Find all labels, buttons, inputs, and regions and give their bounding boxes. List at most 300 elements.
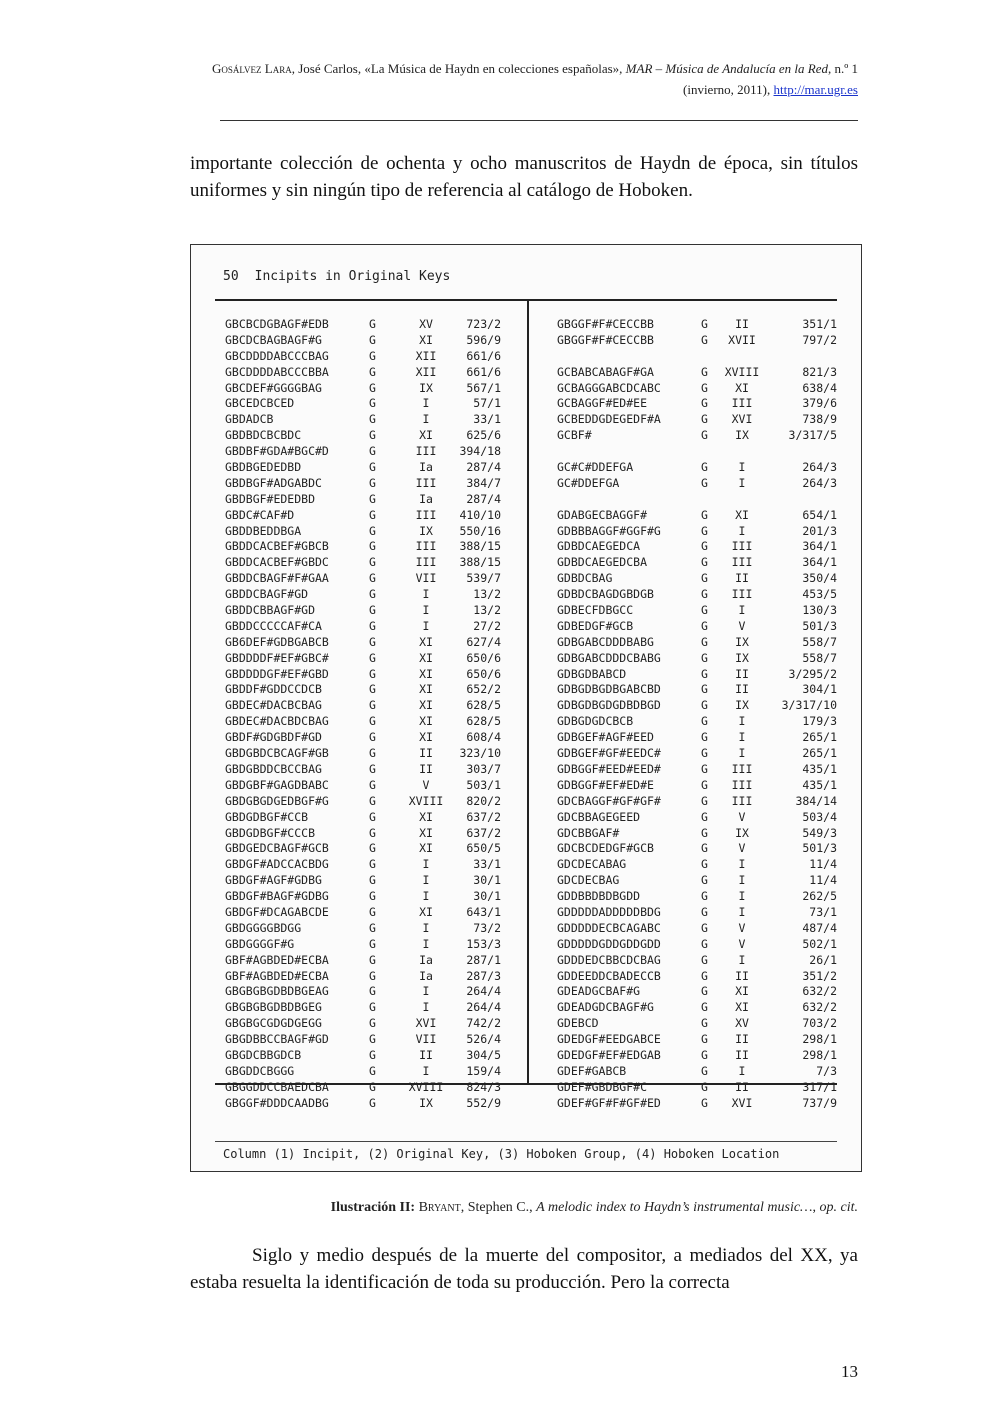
location-cell: 637/2 bbox=[466, 809, 501, 824]
incipit-cell: GBGDDCBGGG bbox=[225, 1063, 295, 1078]
location-cell: 351/2 bbox=[802, 968, 837, 983]
incipit-cell: GDBDCAEGEDCBA bbox=[557, 555, 648, 570]
incipit-cell: GDEF#GF#F#GF#ED bbox=[557, 1095, 661, 1110]
incipit-cell: GBDGBGDGEDBGF#G bbox=[225, 793, 329, 808]
group-cell: II bbox=[735, 571, 749, 586]
incipit-cell: GBDGBDCBCAGF#GB bbox=[225, 746, 329, 761]
group-cell: V bbox=[422, 777, 430, 792]
location-cell: 558/7 bbox=[802, 634, 837, 649]
key-cell: G bbox=[369, 746, 376, 761]
location-cell: 287/4 bbox=[466, 491, 501, 506]
group-cell: III bbox=[415, 444, 437, 459]
group-cell: I bbox=[738, 746, 746, 761]
group-cell: III bbox=[731, 761, 753, 776]
location-cell: 503/1 bbox=[466, 777, 501, 792]
location-cell: 179/3 bbox=[802, 714, 837, 729]
incipit-cell: GBCDEF#GGGGBAG bbox=[225, 380, 322, 395]
key-cell: G bbox=[369, 809, 376, 824]
group-cell: I bbox=[738, 889, 746, 904]
group-cell: I bbox=[422, 603, 430, 618]
key-cell: G bbox=[701, 618, 708, 633]
group-cell: XI bbox=[419, 904, 433, 919]
group-cell: IX bbox=[419, 380, 433, 395]
incipit-cell: GBDGGGGBDGG bbox=[225, 920, 302, 935]
caption-author-rest: , Stephen C., bbox=[460, 1200, 537, 1215]
group-cell: XI bbox=[419, 634, 433, 649]
header-author: Gosálvez Lara bbox=[211, 61, 292, 76]
location-cell: 379/6 bbox=[802, 396, 837, 411]
incipit-cell: GDEDGF#EF#EDGAB bbox=[557, 1047, 661, 1062]
location-cell: 643/1 bbox=[466, 904, 501, 919]
key-cell: G bbox=[701, 825, 708, 840]
location-cell: 628/5 bbox=[466, 698, 501, 713]
location-cell: 304/1 bbox=[802, 682, 837, 697]
group-cell: Ia bbox=[419, 460, 433, 475]
figure-foot-rule bbox=[215, 1141, 837, 1142]
incipit-cell: GBGBGBGDBDBGEG bbox=[225, 1000, 322, 1015]
location-cell: 384/7 bbox=[466, 475, 501, 490]
location-cell: 628/5 bbox=[466, 714, 501, 729]
incipit-cell: GDBGABCDDDCBABG bbox=[557, 650, 661, 665]
incipit-cell: GDBDCAEGEDCA bbox=[557, 539, 641, 554]
group-cell: IX bbox=[735, 634, 749, 649]
group-cell: XI bbox=[735, 1000, 749, 1015]
group-cell: Ia bbox=[419, 952, 433, 967]
key-cell: G bbox=[369, 714, 376, 729]
group-cell: XVI bbox=[731, 1095, 753, 1110]
location-cell: 30/1 bbox=[473, 889, 501, 904]
incipit-cell: GDBGDBGDGDBDBGD bbox=[557, 698, 661, 713]
incipit-cell: GBDDDDF#EF#GBC# bbox=[225, 650, 329, 665]
location-cell: 7/3 bbox=[816, 1063, 837, 1078]
group-cell: Ia bbox=[419, 968, 433, 983]
incipit-cell: GDBGDGDCBCB bbox=[557, 714, 634, 729]
key-cell: G bbox=[369, 444, 376, 459]
location-cell: 650/6 bbox=[466, 650, 501, 665]
location-cell: 394/18 bbox=[459, 444, 501, 459]
key-cell: G bbox=[369, 777, 376, 792]
incipit-cell: GCBEDDGDEGEDF#A bbox=[557, 412, 661, 427]
incipit-cell: GBDC#CAF#D bbox=[225, 507, 295, 522]
key-cell: G bbox=[701, 873, 708, 888]
key-cell: G bbox=[701, 857, 708, 872]
group-cell: XVI bbox=[731, 412, 753, 427]
group-cell: III bbox=[415, 539, 437, 554]
group-cell: I bbox=[422, 396, 430, 411]
figure-scan bbox=[190, 244, 862, 1172]
incipit-cell: GBGDBBCCBAGF#GD bbox=[225, 1032, 329, 1047]
key-cell: G bbox=[369, 523, 376, 538]
key-cell: G bbox=[701, 1016, 708, 1031]
group-cell: III bbox=[731, 396, 753, 411]
key-cell: G bbox=[369, 396, 376, 411]
incipit-cell: GDCBCDEDGF#GCB bbox=[557, 841, 654, 856]
page-number: 13 bbox=[841, 1362, 858, 1381]
key-cell: G bbox=[701, 571, 708, 586]
location-cell: 27/2 bbox=[473, 618, 501, 633]
incipit-cell: GBDGGGGF#G bbox=[225, 936, 295, 951]
location-cell: 264/4 bbox=[466, 984, 501, 999]
group-cell: XI bbox=[419, 825, 433, 840]
key-cell: G bbox=[369, 841, 376, 856]
location-cell: 703/2 bbox=[802, 1016, 837, 1031]
group-cell: XVIII bbox=[408, 1079, 444, 1094]
location-cell: 201/3 bbox=[802, 523, 837, 538]
key-cell: G bbox=[701, 364, 708, 379]
key-cell: G bbox=[369, 507, 376, 522]
group-cell: I bbox=[422, 920, 430, 935]
group-cell: I bbox=[422, 857, 430, 872]
key-cell: G bbox=[701, 1063, 708, 1078]
incipit-cell: GBDDF#GDDCCDCB bbox=[225, 682, 322, 697]
key-cell: G bbox=[369, 412, 376, 427]
location-cell: 298/1 bbox=[802, 1032, 837, 1047]
key-cell: G bbox=[701, 587, 708, 602]
key-cell: G bbox=[369, 761, 376, 776]
location-cell: 654/1 bbox=[802, 507, 837, 522]
group-cell: XI bbox=[419, 698, 433, 713]
group-cell: I bbox=[422, 873, 430, 888]
location-cell: 73/1 bbox=[809, 904, 837, 919]
incipit-cell: GBDDCBAGF#GD bbox=[225, 587, 309, 602]
running-header bbox=[190, 58, 858, 100]
location-cell: 737/9 bbox=[802, 1095, 837, 1110]
location-cell: 388/15 bbox=[459, 555, 501, 570]
incipit-cell: GDDDDDGDDGDDGDD bbox=[557, 936, 661, 951]
location-cell: 539/7 bbox=[466, 571, 501, 586]
key-cell: G bbox=[369, 1047, 376, 1062]
group-cell: V bbox=[738, 841, 746, 856]
group-cell: IX bbox=[735, 698, 749, 713]
group-cell: I bbox=[738, 523, 746, 538]
location-cell: 153/3 bbox=[466, 936, 501, 951]
group-cell: III bbox=[731, 777, 753, 792]
key-cell: G bbox=[701, 650, 708, 665]
group-cell: I bbox=[422, 936, 430, 951]
incipit-cell: GDEBCD bbox=[557, 1016, 599, 1031]
group-cell: I bbox=[422, 587, 430, 602]
location-cell: 608/4 bbox=[466, 730, 501, 745]
location-cell: 303/7 bbox=[466, 761, 501, 776]
location-cell: 159/4 bbox=[466, 1063, 501, 1078]
figure-page-number: 50 bbox=[223, 269, 239, 284]
key-cell: G bbox=[369, 682, 376, 697]
group-cell: II bbox=[419, 1047, 433, 1062]
location-cell: 632/2 bbox=[802, 984, 837, 999]
group-cell: III bbox=[415, 555, 437, 570]
incipit-cell: GBDGF#ADCCACBDG bbox=[225, 857, 329, 872]
group-cell: I bbox=[422, 412, 430, 427]
incipit-cell: GDBGGF#EF#ED#E bbox=[557, 777, 654, 792]
location-cell: 637/2 bbox=[466, 825, 501, 840]
location-cell: 821/3 bbox=[802, 364, 837, 379]
incipit-cell: GDEF#GABCB bbox=[557, 1063, 627, 1078]
key-cell: G bbox=[701, 317, 708, 331]
key-cell: G bbox=[369, 491, 376, 506]
key-cell: G bbox=[369, 1063, 376, 1078]
incipit-cell: GDEDGF#EEDGABCE bbox=[557, 1032, 661, 1047]
location-cell: 57/1 bbox=[473, 396, 501, 411]
location-cell: 317/1 bbox=[802, 1079, 837, 1094]
key-cell: G bbox=[701, 730, 708, 745]
location-cell: 264/4 bbox=[466, 1000, 501, 1015]
key-cell: G bbox=[369, 348, 376, 363]
location-cell: 287/1 bbox=[466, 952, 501, 967]
location-cell: 824/3 bbox=[466, 1079, 501, 1094]
location-cell: 323/10 bbox=[459, 746, 501, 761]
location-cell: 130/3 bbox=[802, 603, 837, 618]
key-cell: G bbox=[369, 952, 376, 967]
key-cell: G bbox=[701, 380, 708, 395]
key-cell: G bbox=[701, 507, 708, 522]
incipit-cell: GDEADGCBAF#G bbox=[557, 984, 641, 999]
group-cell: I bbox=[738, 857, 746, 872]
key-cell: G bbox=[701, 555, 708, 570]
location-cell: 567/1 bbox=[466, 380, 501, 395]
incipit-cell: GBDGBDDCBCCBAG bbox=[225, 761, 322, 776]
location-cell: 3/317/5 bbox=[788, 428, 837, 443]
group-cell: I bbox=[738, 714, 746, 729]
incipit-cell: GDCDECBAG bbox=[557, 873, 620, 888]
group-cell: XI bbox=[419, 714, 433, 729]
incipit-cell: GBDDCBAGF#F#GAA bbox=[225, 571, 329, 586]
incipit-cell: GDCDECABAG bbox=[557, 857, 627, 872]
group-cell: XI bbox=[419, 428, 433, 443]
location-cell: 265/1 bbox=[802, 730, 837, 745]
group-cell: I bbox=[738, 873, 746, 888]
location-cell: 364/1 bbox=[802, 539, 837, 554]
group-cell: III bbox=[415, 475, 437, 490]
key-cell: G bbox=[369, 1000, 376, 1015]
key-cell: G bbox=[369, 571, 376, 586]
incipit-cell: GBCDDDDABCCCBAG bbox=[225, 348, 329, 363]
location-cell: 742/2 bbox=[466, 1016, 501, 1031]
location-cell: 384/14 bbox=[795, 793, 837, 808]
key-cell: G bbox=[701, 1032, 708, 1047]
location-cell: 364/1 bbox=[802, 555, 837, 570]
incipit-cell: GDBBBAGGF#GGF#G bbox=[557, 523, 661, 538]
incipit-cell: GDEF#GBDBGF#C bbox=[557, 1079, 648, 1094]
key-cell: G bbox=[701, 1047, 708, 1062]
header-rule bbox=[220, 120, 858, 121]
incipit-cell: GBDEC#DACBDCBAG bbox=[225, 714, 329, 729]
incipit-cell: GDBGGF#EED#EED# bbox=[557, 761, 661, 776]
location-cell: 627/4 bbox=[466, 634, 501, 649]
key-cell: G bbox=[701, 396, 708, 411]
group-cell: I bbox=[422, 889, 430, 904]
header-url-link[interactable]: http://mar.ugr.es bbox=[773, 82, 858, 97]
group-cell: Ia bbox=[419, 491, 433, 506]
group-cell: I bbox=[738, 475, 746, 490]
location-cell: 820/2 bbox=[466, 793, 501, 808]
key-cell: G bbox=[701, 841, 708, 856]
incipit-cell: GBDBDCBCBDC bbox=[225, 428, 302, 443]
incipit-cell: GDDBBDBDBGDD bbox=[557, 889, 641, 904]
location-cell: 410/10 bbox=[459, 507, 501, 522]
key-cell: G bbox=[701, 428, 708, 443]
incipit-cell: GDDDEDCBBCDCBAG bbox=[557, 952, 661, 967]
group-cell: II bbox=[735, 317, 749, 331]
location-cell: 638/4 bbox=[802, 380, 837, 395]
key-cell: G bbox=[369, 730, 376, 745]
incipit-cell: GDDEEDDCBADECCB bbox=[557, 968, 661, 983]
key-cell: G bbox=[701, 634, 708, 649]
location-cell: 26/1 bbox=[809, 952, 837, 967]
location-cell: 558/7 bbox=[802, 650, 837, 665]
incipit-cell: GC#C#DDEFGA bbox=[557, 460, 634, 475]
key-cell: G bbox=[369, 380, 376, 395]
header-author-rest: , José Carlos, «La Música de Haydn en colecciones españolas», bbox=[291, 61, 626, 76]
key-cell: G bbox=[369, 825, 376, 840]
figure-column-divider bbox=[527, 299, 529, 1083]
group-cell: V bbox=[738, 809, 746, 824]
incipit-cell: GDBDCBAGDGBDGB bbox=[557, 587, 654, 602]
key-cell: G bbox=[369, 475, 376, 490]
incipit-cell: GBCDDDDABCCCBBA bbox=[225, 364, 329, 379]
key-cell: G bbox=[701, 746, 708, 761]
incipit-cell: GDDDDDADDDDDBDG bbox=[557, 904, 661, 919]
group-cell: II bbox=[735, 1032, 749, 1047]
group-cell: III bbox=[731, 587, 753, 602]
incipit-cell: GDBEDGF#GCB bbox=[557, 618, 634, 633]
incipit-cell: GBDBGF#ADGABDC bbox=[225, 475, 322, 490]
location-cell: 502/1 bbox=[802, 936, 837, 951]
location-cell: 435/1 bbox=[802, 761, 837, 776]
group-cell: II bbox=[419, 761, 433, 776]
incipit-cell: GCBABCABAGF#GA bbox=[557, 364, 654, 379]
incipit-cell: GBGBGCGDGDGEGG bbox=[225, 1016, 322, 1031]
key-cell: G bbox=[369, 857, 376, 872]
figure-caption bbox=[190, 1200, 858, 1216]
key-cell: G bbox=[701, 920, 708, 935]
location-cell: 30/1 bbox=[473, 873, 501, 888]
location-cell: 351/1 bbox=[802, 317, 837, 331]
group-cell: V bbox=[738, 618, 746, 633]
key-cell: G bbox=[701, 666, 708, 681]
group-cell: III bbox=[731, 793, 753, 808]
location-cell: 797/2 bbox=[802, 332, 837, 347]
key-cell: G bbox=[369, 936, 376, 951]
incipit-cell: GBF#AGBDED#ECBA bbox=[225, 968, 329, 983]
key-cell: G bbox=[369, 428, 376, 443]
group-cell: I bbox=[738, 1063, 746, 1078]
key-cell: G bbox=[369, 984, 376, 999]
key-cell: G bbox=[369, 698, 376, 713]
incipit-cell: GBDDCBBAGF#GD bbox=[225, 603, 316, 618]
incipit-cell: GBDBF#GDA#BGC#D bbox=[225, 444, 329, 459]
key-cell: G bbox=[369, 364, 376, 379]
location-cell: 3/317/10 bbox=[781, 698, 837, 713]
incipit-cell: GBDF#GDGBDF#GD bbox=[225, 730, 322, 745]
incipit-cell: GDBECFDBGCC bbox=[557, 603, 634, 618]
key-cell: G bbox=[369, 1079, 376, 1094]
group-cell: II bbox=[735, 968, 749, 983]
key-cell: G bbox=[369, 587, 376, 602]
group-cell: II bbox=[735, 1079, 749, 1094]
location-cell: 661/6 bbox=[466, 364, 501, 379]
key-cell: G bbox=[701, 698, 708, 713]
incipit-cell: GBDDCCCCCAF#CA bbox=[225, 618, 322, 633]
location-cell: 501/3 bbox=[802, 841, 837, 856]
location-cell: 262/5 bbox=[802, 889, 837, 904]
location-cell: 264/3 bbox=[802, 475, 837, 490]
key-cell: G bbox=[369, 1095, 376, 1110]
caption-title: A melodic index to Haydn’s instrumental music… bbox=[536, 1200, 813, 1215]
group-cell: XI bbox=[419, 650, 433, 665]
key-cell: G bbox=[369, 317, 376, 331]
group-cell: XV bbox=[735, 1016, 749, 1031]
incipit-cell: GBDGBF#GAGDBABC bbox=[225, 777, 329, 792]
header-journal: MAR – Música de Andalucía en la Red bbox=[625, 61, 828, 76]
location-cell: 650/6 bbox=[466, 666, 501, 681]
incipit-cell: GBGGF#DDDCAADBG bbox=[225, 1095, 329, 1110]
key-cell: G bbox=[701, 809, 708, 824]
incipit-cell: GB6DEF#GDBGABCB bbox=[225, 634, 329, 649]
group-cell: I bbox=[422, 618, 430, 633]
group-cell: I bbox=[738, 904, 746, 919]
key-cell: G bbox=[369, 618, 376, 633]
group-cell: III bbox=[415, 507, 437, 522]
location-cell: 265/1 bbox=[802, 746, 837, 761]
location-cell: 453/5 bbox=[802, 587, 837, 602]
group-cell: IX bbox=[419, 523, 433, 538]
location-cell: 264/3 bbox=[802, 460, 837, 475]
location-cell: 13/2 bbox=[473, 603, 501, 618]
location-cell: 304/5 bbox=[466, 1047, 501, 1062]
key-cell: G bbox=[701, 523, 708, 538]
incipit-cell: GBDDCACBEF#GBDC bbox=[225, 555, 329, 570]
key-cell: G bbox=[701, 968, 708, 983]
incipit-cell: GBDGDBGF#CCB bbox=[225, 809, 309, 824]
group-cell: IX bbox=[419, 1095, 433, 1110]
figure-title: Incipits in Original Keys bbox=[254, 269, 451, 284]
incipit-cell: GCBF# bbox=[557, 428, 592, 443]
key-cell: G bbox=[701, 793, 708, 808]
key-cell: G bbox=[369, 889, 376, 904]
key-cell: G bbox=[701, 904, 708, 919]
incipit-cell: GDABGECBAGGF# bbox=[557, 507, 648, 522]
location-cell: 13/2 bbox=[473, 587, 501, 602]
incipit-cell: GBDEC#DACBCBAG bbox=[225, 698, 322, 713]
location-cell: 287/4 bbox=[466, 460, 501, 475]
key-cell: G bbox=[369, 603, 376, 618]
group-cell: I bbox=[422, 984, 430, 999]
group-cell: V bbox=[738, 936, 746, 951]
incipit-cell: GBGGF#F#CECCBB bbox=[557, 332, 654, 347]
group-cell: XI bbox=[419, 841, 433, 856]
header-issue: , n.º 1 (invierno, 2011), bbox=[683, 61, 858, 97]
group-cell: XI bbox=[735, 380, 749, 395]
location-cell: 73/2 bbox=[473, 920, 501, 935]
group-cell: XI bbox=[735, 507, 749, 522]
key-cell: G bbox=[701, 714, 708, 729]
key-cell: G bbox=[701, 1095, 708, 1110]
key-cell: G bbox=[701, 1079, 708, 1094]
location-cell: 625/6 bbox=[466, 428, 501, 443]
incipit-cell: GDDDDDECBCAGABC bbox=[557, 920, 661, 935]
group-cell: XV bbox=[419, 317, 433, 331]
group-cell: IX bbox=[735, 428, 749, 443]
group-cell: VII bbox=[415, 571, 437, 586]
group-cell: II bbox=[735, 682, 749, 697]
key-cell: G bbox=[701, 984, 708, 999]
incipit-cell: GDBDCBAG bbox=[557, 571, 613, 586]
caption-label: Ilustración II: bbox=[330, 1200, 416, 1215]
key-cell: G bbox=[369, 332, 376, 347]
group-cell: XII bbox=[415, 348, 437, 363]
paragraph-bottom: Siglo y medio después de la muerte del compositor, a mediados del XX, ya estaba resuelta la identificación de toda su producción. Pero la correcta bbox=[190, 1245, 858, 1293]
key-cell: G bbox=[369, 793, 376, 808]
